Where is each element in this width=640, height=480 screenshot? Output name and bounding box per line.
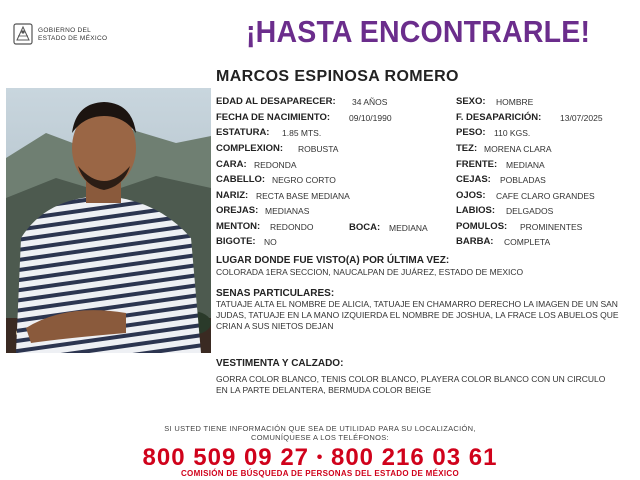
field-chin [216,221,314,232]
clothing-text: GORRA COLOR BLANCO, TENIS COLOR BLANCO, PLAYERA COLOR BLANCO CON UN CIRCULO EN LA PARTE DELANTERA, BERMUDA COLOR BEIGE [216,374,606,395]
field-beard-label: BARBA: [456,236,494,247]
field-forehead-label: FRENTE: [456,159,498,170]
field-weight-value: 110 KGS. [494,128,531,138]
person-photo [6,88,211,353]
contact-info-line-2: COMUNÍQUESE A LOS TELÉFONOS: [251,433,389,442]
field-eyes-value: CAFE CLARO GRANDES [496,191,595,201]
headline: ¡HASTA ENCONTRARLE! [246,14,591,49]
field-weight-label: PESO: [456,127,486,138]
field-weight [456,127,531,138]
phone-separator: • [316,449,324,466]
field-beard [456,236,551,247]
field-mustache-value: NO [264,237,277,247]
field-sex [456,96,534,107]
field-hair [216,174,336,185]
field-face-value: REDONDA [254,160,297,170]
field-hair-value: NEGRO CORTO [272,175,336,185]
field-cheekbones [456,221,583,232]
field-age [216,96,388,107]
field-disappearance-date-label: F. DESAPARICIÓN: [456,112,542,123]
field-eyebrows [456,174,546,185]
field-eyes-label: OJOS: [456,190,486,201]
field-beard-value: COMPLETA [504,237,551,247]
distinguishing-marks-text: TATUAJE ALTA EL NOMBRE DE ALICIA, TATUAJE EN CHAMARRO DERECHO LA IMAGEN DE UN SAN JUDAS, TATUAJE EN LA MANO IZQUIERDA EL NOMBRE DE JOSHUA, LA FRACE LOS ABUELOS QUE CRIAN A SUS NIETOS DEJAN [216,299,619,331]
field-forehead [456,159,545,170]
field-nose [216,190,350,201]
field-chin-label: MENTON: [216,221,261,232]
field-eyebrows-value: POBLADAS [500,175,546,185]
field-mustache [216,236,277,247]
person-name: MARCOS ESPINOSA ROMERO [216,68,459,85]
field-build-value: ROBUSTA [298,144,339,154]
field-cheekbones-value: PROMINENTES [520,222,583,232]
field-ears-label: OREJAS: [216,205,259,216]
field-nose-label: NARIZ: [216,190,249,201]
field-height [216,127,322,138]
field-mustache-label: BIGOTE: [216,236,256,247]
field-complexion-label: TEZ: [456,143,478,154]
clothing-title: VESTIMENTA Y CALZADO: [216,358,344,369]
government-logo [12,22,132,46]
field-cheekbones-label: POMULOS: [456,221,508,232]
field-sex-label: SEXO: [456,96,486,107]
field-ears-value: MEDIANAS [265,206,310,216]
field-complexion-value: MORENA CLARA [484,144,552,154]
field-mouth-label: BOCA: [349,222,381,233]
field-eyes [456,190,595,201]
field-birthdate-label: FECHA DE NACIMIENTO: [216,112,330,123]
field-lips-value: DELGADOS [506,206,554,216]
field-nose-value: RECTA BASE MEDIANA [256,191,350,201]
field-face [216,159,297,170]
field-chin-value: REDONDO [270,222,314,232]
distinguishing-marks-title: SENAS PARTICULARES: [216,288,335,299]
field-complexion [456,143,552,154]
field-mouth-value: MEDIANA [389,223,428,233]
phone-number-1[interactable]: 800 509 09 27 [142,444,310,471]
field-disappearance-date-value: 13/07/2025 [560,113,603,123]
field-sex-value: HOMBRE [496,97,534,107]
field-height-value: 1.85 MTS. [282,128,322,138]
gov-line-2: ESTADO DE MÉXICO [38,34,108,42]
government-label [38,27,107,42]
field-lips-label: LABIOS: [456,205,496,216]
phone-number-2[interactable]: 800 216 03 61 [330,444,498,471]
field-eyebrows-label: CEJAS: [456,174,491,185]
last-seen-text: COLORADA 1ERA SECCION, NAUCALPAN DE JUÁREZ, ESTADO DE MEXICO [216,267,524,277]
phone-numbers [0,444,640,472]
field-face-label: CARA: [216,159,247,170]
gov-line-1: GOBIERNO DEL [38,27,92,34]
field-disappearance-date [456,112,603,123]
last-seen-title: LUGAR DONDE FUE VISTO(A) POR ÚLTIMA VEZ: [216,255,450,266]
field-birthdate [216,112,392,123]
commission-footer: COMISIÓN DE BÚSQUEDA DE PERSONAS DEL ESTADO DE MÉXICO [180,469,459,478]
field-birthdate-value: 09/10/1990 [349,113,392,123]
field-mouth [349,222,428,233]
field-age-label: EDAD AL DESAPARECER: [216,96,336,107]
field-age-value: 34 AÑOS [352,97,388,107]
field-build-label: COMPLEXION: [216,143,284,154]
field-forehead-value: MEDIANA [506,160,545,170]
field-height-label: ESTATURA: [216,127,270,138]
contact-info-line-1: SI USTED TIENE INFORMACIÓN QUE SEA DE UTILIDAD PARA SU LOCALIZACIÓN, [164,424,476,433]
field-hair-label: CABELLO: [216,174,266,185]
field-ears [216,205,310,216]
field-build [216,143,339,154]
state-seal-icon [12,22,34,46]
field-lips [456,205,554,216]
